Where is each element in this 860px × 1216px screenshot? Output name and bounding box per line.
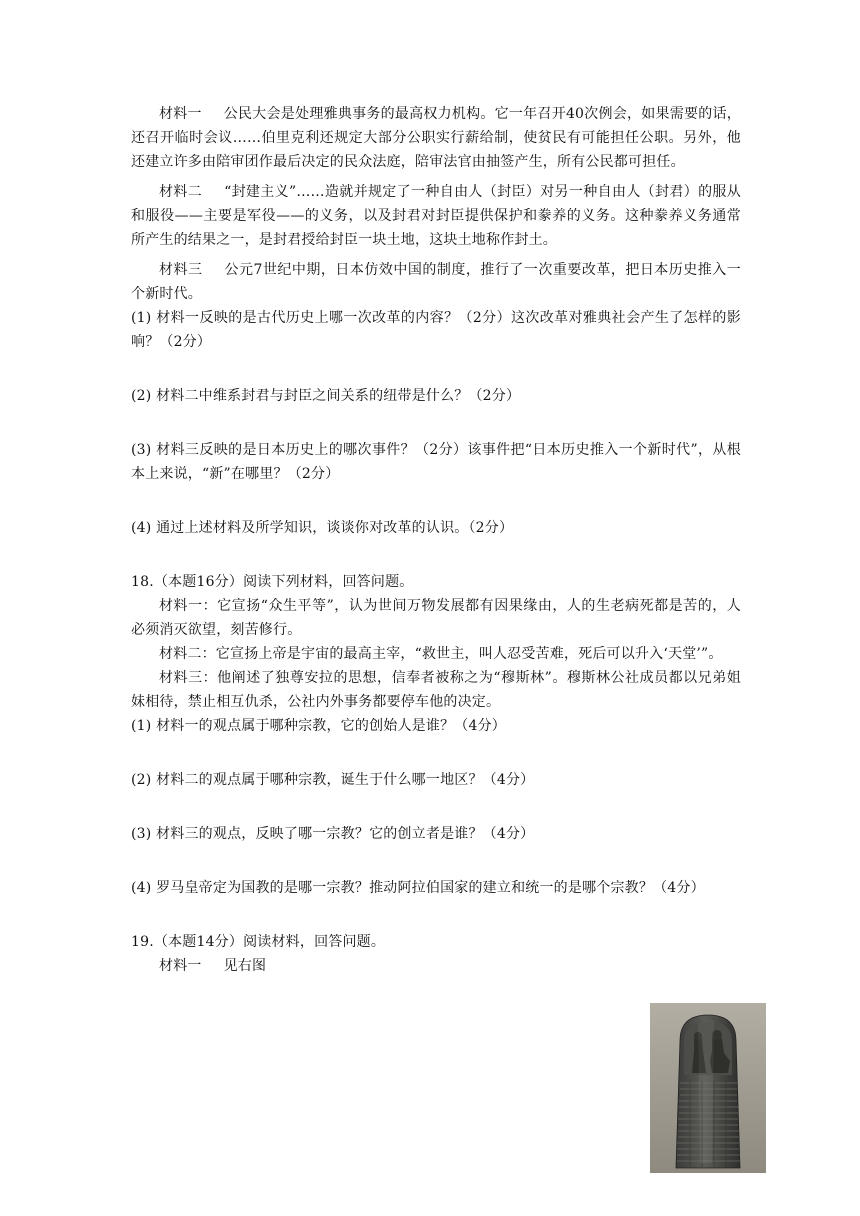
s19-material-1 <box>131 954 741 978</box>
stele-photo-icon <box>650 1003 766 1173</box>
s17-material-2-text: “封建主义”……造就并规定了一种自由人（封臣）对另一种自由人（封君）的服从和服役——主要是军役——的义务，以及封君对封臣提供保护和豢养的义务。这种豢养义务通常所产生的结果之一，是封君授给封臣一块土地，这块土地称作封土。 <box>131 184 741 248</box>
s17-material-3-text: 公元7世纪中期，日本仿效中国的制度，推行了一次重要改革，把日本历史推入一个新时代。 <box>131 262 741 302</box>
s17-material-1 <box>131 102 741 174</box>
document-body <box>131 102 741 978</box>
s19-material-1-label: 材料一 <box>159 958 202 974</box>
s17-question-2: (2) 材料二中维系封君与封臣之间关系的纽带是什么？（2分） <box>131 388 521 404</box>
s17-question-1: (1) 材料一反映的是古代历史上哪一次改革的内容？（2分）这次改革对雅典社会产生了怎样的影响？（2分） <box>131 310 741 350</box>
s19-material-1-text: 见右图 <box>223 958 267 974</box>
s18-question-3: (3) 材料三的观点，反映了哪一宗教？它的创立者是谁？（4分） <box>131 826 535 842</box>
s18-question-1: (1) 材料一的观点属于哪种宗教，它的创始人是谁？（4分） <box>131 718 506 734</box>
s19-heading: 19.（本题14分）阅读材料，回答问题。 <box>131 934 386 950</box>
s17-material-1-text: 公民大会是处理雅典事务的最高权力机构。它一年召开40次例会，如果需要的话，还召开临时会议……伯里克利还规定大部分公职实行薪给制，使贫民有可能担任公职。另外，他还建立许多由陪审团作最后决定的民众法庭，陪审法官由抽签产生，所有公民都可担任。 <box>131 106 741 170</box>
s17-material-3-label: 材料三 <box>159 262 203 278</box>
s18-heading: 18.（本题16分）阅读下列材料，回答问题。 <box>131 574 414 590</box>
s17-material-2 <box>131 180 741 252</box>
s17-material-1-label: 材料一 <box>159 106 202 122</box>
s18-question-4: (4) 罗马皇帝定为国教的是哪一宗教？推动阿拉伯国家的建立和统一的是哪个宗教？（4分） <box>131 880 705 896</box>
s18-material-2: 材料二：它宣扬上帝是宇宙的最高主宰，“救世主，叫人忍受苦难，死后可以升入‘天堂’”。 <box>159 646 723 662</box>
s18-material-3: 材料三：他阐述了独尊安拉的思想，信奉者被称之为“穆斯林”。穆斯林公社成员都以兄弟姐妹相待，禁止相互仇杀，公社内外事务都要停车他的决定。 <box>131 670 741 710</box>
s17-material-3 <box>131 258 741 306</box>
s17-question-4: (4) 通过上述材料及所学知识，谈谈你对改革的认识。（2分） <box>131 520 514 536</box>
s18-material-1: 材料一：它宣扬“众生平等”，认为世间万物发展都有因果缘由，人的生老病死都是苦的，人必须消灭欲望，刻苦修行。 <box>131 598 741 638</box>
stele-illustration <box>650 1003 766 1173</box>
s18-question-2: (2) 材料二的观点属于哪种宗教，诞生于什么哪一地区？（4分） <box>131 772 535 788</box>
s17-question-3: (3) 材料三反映的是日本历史上的哪次事件？（2分）该事件把“日本历史推入一个新时代”，从根本上来说，“新”在哪里？（2分） <box>131 442 741 482</box>
s17-material-2-label: 材料二 <box>159 184 203 200</box>
